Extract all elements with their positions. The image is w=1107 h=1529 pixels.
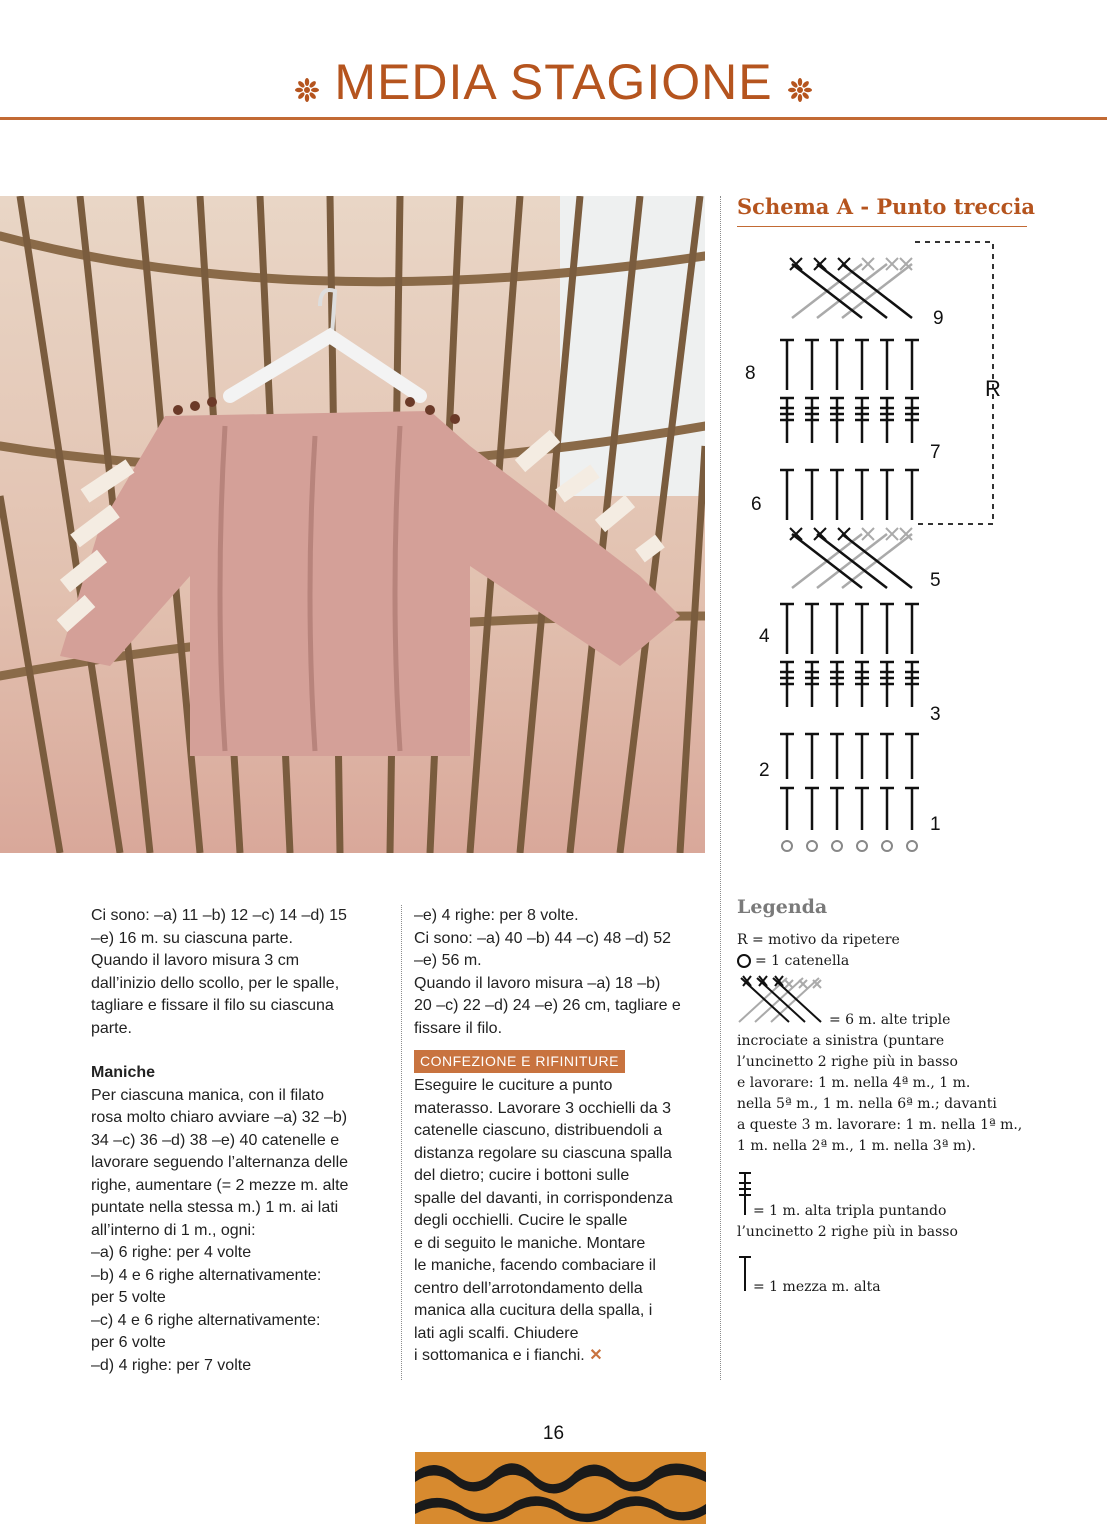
row-number: 2	[759, 760, 770, 781]
text-line: per 5 volte	[91, 1289, 166, 1306]
row-number: 6	[751, 494, 762, 515]
text-line: del dietro; cucire i bottoni sulle	[414, 1167, 630, 1184]
text-column-2	[414, 905, 710, 1368]
text-line: degli occhielli. Cucire le spalle	[414, 1212, 628, 1229]
text-line: dall’inizio dello scollo, per le spalle,	[91, 974, 340, 992]
text-line: tagliare e fissare il filo su ciascuna	[91, 997, 334, 1014]
chain-circle	[832, 841, 842, 851]
triple-stitch-symbol-icon	[737, 1171, 753, 1222]
text-line: rosa molto chiaro avviare –a) 32 –b)	[91, 1109, 348, 1126]
text-line: fissare il filo.	[414, 1019, 503, 1037]
text-line: puntate nella stessa m.) 1 m. ai lati	[91, 1199, 339, 1216]
legend-text-line: nella 5ª m., 1 m. nella 6ª m.; davanti	[737, 1096, 997, 1112]
row-number: 3	[930, 704, 941, 725]
page-header	[0, 52, 1107, 116]
text-line: Per ciascuna manica, con il filato	[91, 1086, 324, 1104]
chain-circle	[857, 841, 867, 851]
legend-title: Legenda	[737, 896, 828, 918]
text-line: –d) 4 righe: per 7 volte	[91, 1356, 252, 1374]
chain-symbol-icon	[737, 954, 751, 968]
text-line: –e) 56 m.	[414, 952, 482, 969]
text-line: –c) 4 e 6 righe alternativamente:	[91, 1311, 321, 1329]
legend-text-line: 1 m. nella 2ª m., 1 m. nella 3ª m).	[737, 1138, 977, 1154]
header-rule	[0, 117, 1107, 120]
text-line: le maniche, facendo combaciare il	[414, 1257, 656, 1274]
column-divider	[720, 196, 721, 1380]
text-line: materasso. Lavorare 3 occhielli da 3	[414, 1099, 672, 1117]
legend-chain-label: = 1 catenella	[755, 953, 850, 969]
text-line	[414, 1345, 710, 1368]
text-line: lati agli scalfi. Chiudere	[414, 1324, 579, 1342]
text-line: all’interno di 1 m., ogni:	[91, 1221, 256, 1239]
legend-cross-label: = 6 m. alte triple	[829, 1012, 951, 1028]
flower-ornament-icon	[294, 56, 320, 116]
row-number: 8	[745, 363, 756, 384]
legend-half-label: = 1 mezza m. alta	[753, 1279, 881, 1295]
chain-circle	[807, 841, 817, 851]
chain-circle	[782, 841, 792, 851]
chain-circle	[882, 841, 892, 851]
maniche-heading: Maniche	[91, 1064, 156, 1081]
text-line: Ci sono: –a) 11 –b) 12 –c) 14 –d) 15	[91, 907, 347, 924]
row-number: 9	[933, 308, 944, 329]
chain-circle	[907, 841, 917, 851]
text-line: manica alla cucitura della spalla, i	[414, 1302, 653, 1319]
text-line: –e) 16 m. su ciascuna parte.	[91, 929, 293, 947]
legend-chain	[737, 951, 1037, 972]
schema-title: Schema A - Punto treccia	[737, 194, 1035, 219]
text-column-1	[91, 905, 387, 1377]
text-line: Quando il lavoro misura –a) 18 –b)	[414, 974, 661, 992]
repeat-label: R	[985, 376, 1001, 401]
row-number: 7	[930, 442, 941, 463]
confezione-heading	[414, 1050, 625, 1073]
text-line: centro dell’arrotondamento della	[414, 1279, 643, 1297]
legend-text-line: e lavorare: 1 m. nella 4ª m., 1 m.	[737, 1075, 971, 1091]
page-number: 16	[542, 1423, 565, 1444]
confezione-heading-label: CONFEZIONE E RIFINITURE	[420, 1053, 619, 1069]
half-stitch-symbol-icon	[737, 1255, 753, 1298]
text-line: –b) 4 e 6 righe alternativamente:	[91, 1266, 322, 1284]
row-number: 4	[759, 626, 770, 647]
crochet-chart	[737, 236, 1037, 856]
legend-triple	[737, 1171, 1037, 1243]
text-line: Ci sono: –a) 40 –b) 44 –c) 48 –d) 52	[414, 929, 672, 947]
text-line: distanza regolare su ciascuna spalla	[414, 1144, 672, 1162]
text-line: e di seguito le maniche. Montare	[414, 1234, 646, 1252]
flower-ornament-icon	[787, 56, 813, 116]
row-number: 1	[930, 814, 941, 835]
text-line: spalle del davanti, in corrispondenza	[414, 1189, 673, 1207]
legend-triple-label: = 1 m. alta tripla puntando	[753, 1203, 947, 1219]
end-mark-icon: ✕	[589, 1347, 603, 1364]
text-line: catenelle ciascuno, distribuendoli a	[414, 1122, 663, 1139]
decorative-footer-band	[415, 1452, 706, 1524]
text-line: lavorare seguendo l’alternanza delle	[91, 1154, 349, 1171]
legend-r: R = motivo da ripetere	[737, 932, 900, 948]
page-title: MEDIA STAGIONE	[334, 54, 773, 110]
text-line: 34 –c) 36 –d) 38 –e) 40 catenelle e	[91, 1131, 340, 1149]
text-line: parte.	[91, 1019, 132, 1037]
legend-cross	[737, 974, 1037, 1157]
column-divider	[401, 905, 402, 1380]
text-line: –a) 6 righe: per 4 volte	[91, 1244, 252, 1261]
text-line: 20 –c) 22 –d) 24 –e) 26 cm, tagliare e	[414, 997, 681, 1014]
text-line: Quando il lavoro misura 3 cm	[91, 952, 300, 969]
text-line-end: i sottomanica e i fianchi.	[414, 1347, 585, 1364]
text-line: Eseguire le cuciture a punto	[414, 1077, 613, 1094]
legend-text-line: incrociate a sinistra (puntare	[737, 1033, 945, 1049]
legend-text-line: l’uncinetto 2 righe più in basso	[737, 1224, 958, 1240]
schema-rule	[737, 226, 1027, 227]
text-line: righe, aumentare (= 2 mezze m. alte	[91, 1176, 349, 1194]
cross-stitch-symbol-icon	[737, 974, 829, 1031]
legend-text-line: a queste 3 m. lavorare: 1 m. nella 1ª m.,	[737, 1117, 1023, 1133]
legend-half	[737, 1255, 1037, 1298]
legend	[737, 930, 1037, 1298]
row-number: 5	[930, 570, 941, 591]
text-line: per 6 volte	[91, 1334, 166, 1351]
sweater-photo	[0, 196, 705, 853]
legend-text-line: l’uncinetto 2 righe più in basso	[737, 1054, 958, 1070]
text-line: –e) 4 righe: per 8 volte.	[414, 907, 579, 924]
